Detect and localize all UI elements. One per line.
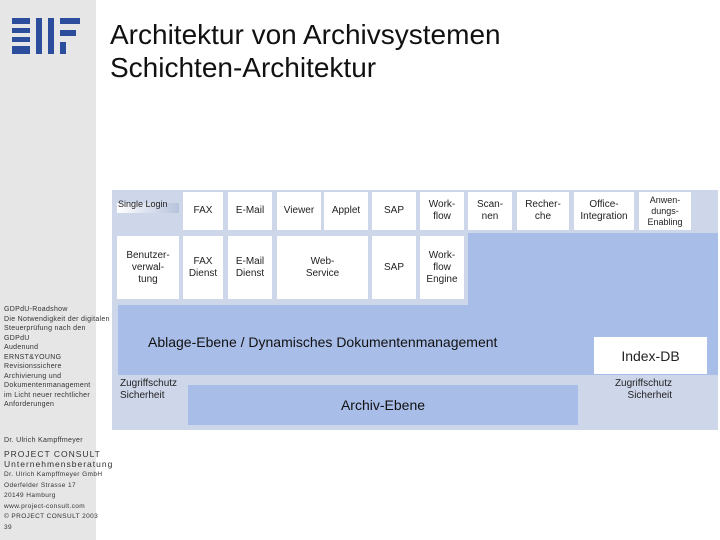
ablage-label: Ablage-Ebene / Dynamisches Dokumentenmanagement [148,334,498,350]
sidebar-author: Dr. Ulrich Kampffmeyer [4,437,83,444]
page-title [110,18,501,84]
workflow-box: Work- flow [420,192,464,230]
page-number: 39 [4,524,13,531]
web-service-box: Web- Service [277,236,368,299]
sap-box-top: SAP [372,192,416,230]
title-line-1: Architektur von Archivsystemen [110,19,501,50]
index-db-box: Index-DB [594,337,707,374]
email-dienst-box: E-Mail Dienst [228,236,272,299]
logo-icon [12,18,82,54]
fax-box: FAX [183,192,223,230]
zugriffschutz-right: Zugriffschutz Sicherheit [614,378,672,401]
title-line-2: Schichten-Architektur [110,52,377,83]
email-box: E-Mail [228,192,272,230]
zugriffschutz-left: Zugriffschutz Sicherheit [120,378,178,401]
benutzerverwaltung-box: Benutzer- verwal- tung [117,236,179,299]
fax-dienst-box: FAX Dienst [183,236,223,299]
scannen-box: Scan- nen [468,192,512,230]
service-layer-area [468,233,718,305]
sidebar-company: PROJECT CONSULT Unternehmensberatung [4,449,114,469]
sap-box-bottom: SAP [372,236,416,299]
workflow-engine-box: Work- flow Engine [420,236,464,299]
viewer-box: Viewer [277,192,321,230]
archiv-ebene-box: Archiv-Ebene [188,385,578,425]
office-integration-box: Office- Integration [574,192,634,230]
single-login-label: Single Login [118,199,168,209]
applet-box: Applet [324,192,368,230]
anwendung-box: Anwen- dungs- Enabling [639,192,691,230]
sidebar-contact: Dr. Ulrich Kampffmeyer GmbH Oderfelder Strasse 17 20149 Hamburg www.project-consult.com © PROJECT CONSULT 2003 [4,471,103,520]
recherche-box: Recher- che [517,192,569,230]
sidebar-event-text: GDPdU-Roadshow Die Notwendigkeit der digitalen Steuerprüfung nach den GDPdU Audenund ERNST&YOUNG Revisionssichere Archivierung und Dokumentenmanagement im Licht neuer rechtlicher Anforderungen [4,306,110,408]
